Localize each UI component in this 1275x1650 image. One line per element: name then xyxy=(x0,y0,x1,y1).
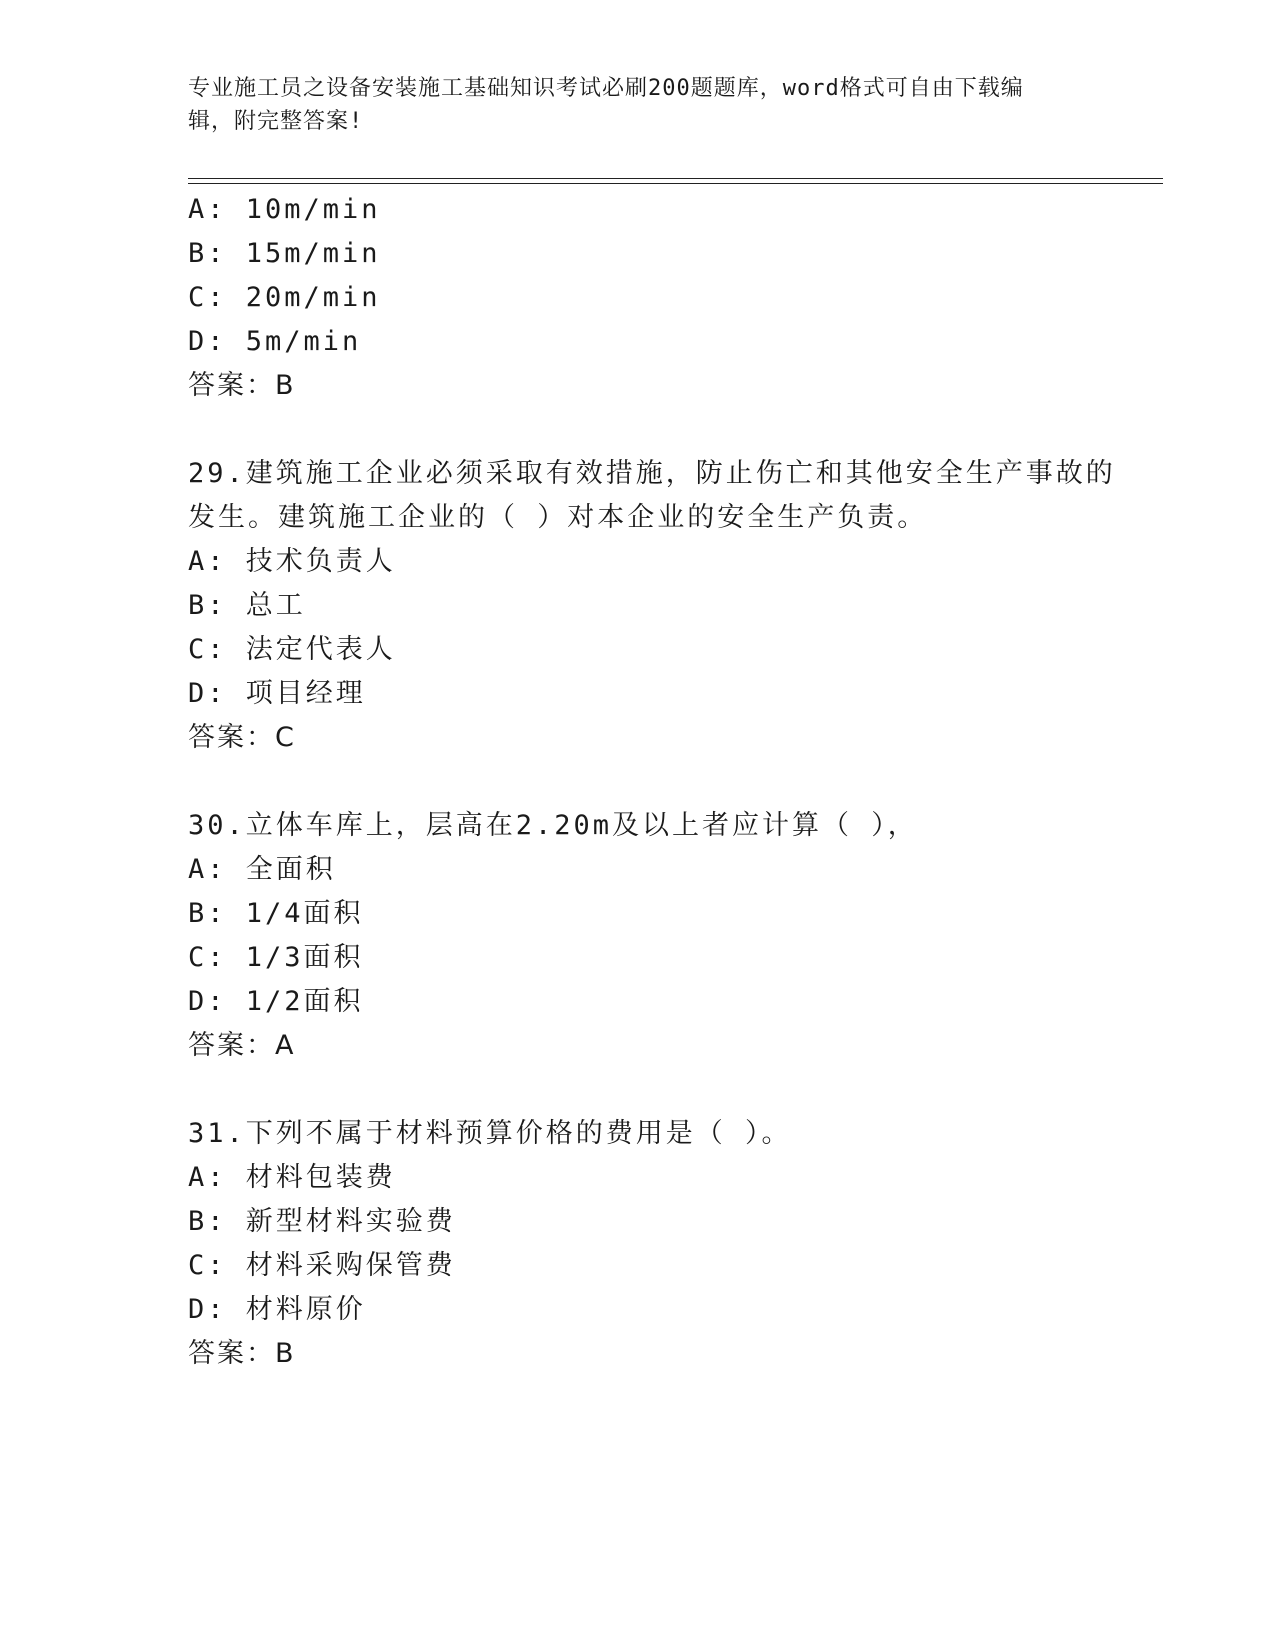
option-b: B: 1/4面积 xyxy=(188,898,364,929)
answer-label: 答案：B xyxy=(188,370,296,401)
option-c: C: 材料采购保管费 xyxy=(188,1250,456,1281)
option-a: A: 材料包装费 xyxy=(188,1162,396,1193)
header-divider xyxy=(188,183,1163,184)
answer-label: 答案：A xyxy=(188,1030,296,1061)
option-d: D: 5m/min xyxy=(188,326,362,357)
option-b: B: 新型材料实验费 xyxy=(188,1206,456,1237)
option-d: D: 材料原价 xyxy=(188,1294,366,1325)
option-d: D: 1/2面积 xyxy=(188,986,364,1017)
option-b: B: 总工 xyxy=(188,590,306,621)
option-c: C: 法定代表人 xyxy=(188,634,396,665)
answer-label: 答案：C xyxy=(188,722,296,753)
option-b: B: 15m/min xyxy=(188,238,381,269)
question-text: 29.建筑施工企业必须采取有效措施，防止伤亡和其他安全生产事故的 xyxy=(188,458,1116,489)
question-text: 31.下列不属于材料预算价格的费用是（ ）。 xyxy=(188,1118,792,1149)
question-text: 发生。建筑施工企业的（ ）对本企业的安全生产负责。 xyxy=(188,502,928,533)
option-a: A: 技术负责人 xyxy=(188,546,396,577)
document-header: 专业施工员之设备安装施工基础知识考试必刷200题题库，word格式可自由下载编辑，附完整答案! xyxy=(188,76,1024,134)
answer-label: 答案：B xyxy=(188,1338,296,1369)
option-c: C: 20m/min xyxy=(188,282,381,313)
option-a: A: 10m/min xyxy=(188,194,381,225)
option-a: A: 全面积 xyxy=(188,854,336,885)
header-divider xyxy=(188,178,1163,179)
question-text: 30.立体车库上，层高在2.20m及以上者应计算（ ）， xyxy=(188,810,918,841)
option-d: D: 项目经理 xyxy=(188,678,366,709)
option-c: C: 1/3面积 xyxy=(188,942,364,973)
